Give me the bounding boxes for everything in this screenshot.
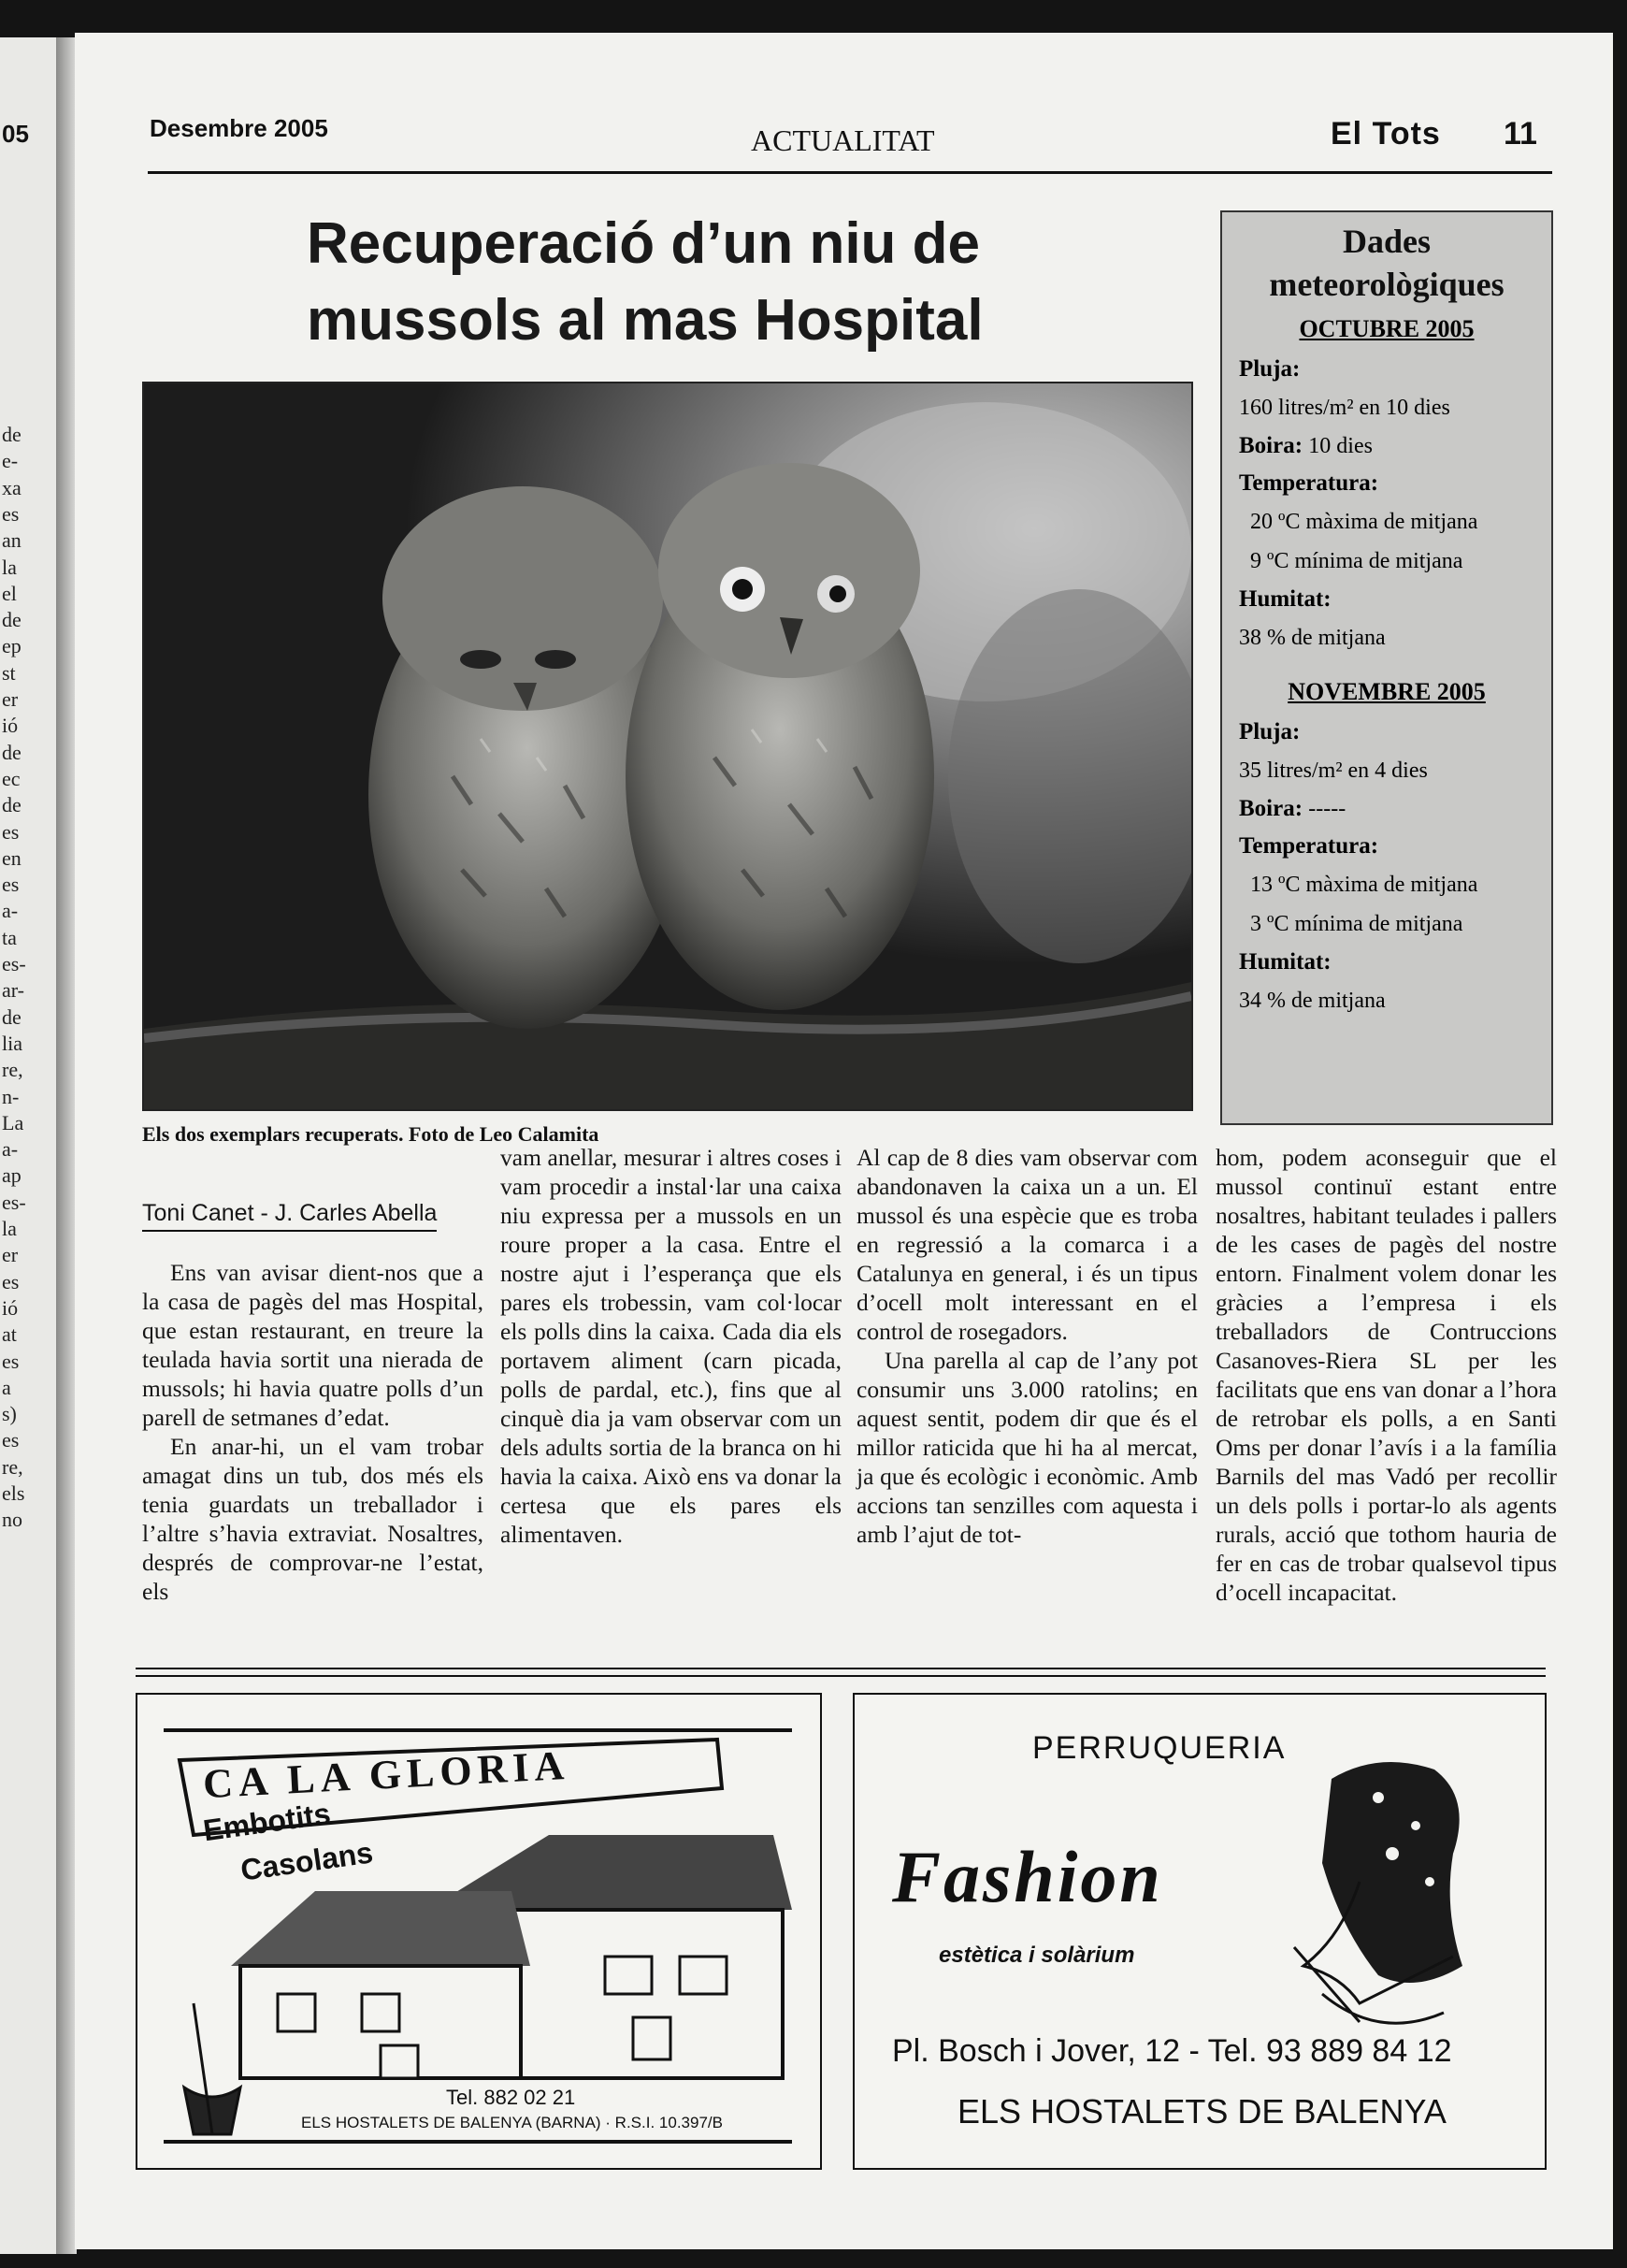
weather-title-line-1: Dades <box>1342 223 1431 260</box>
gloria-embotits: Embotits <box>201 1796 333 1848</box>
facing-page-fragment: ep <box>2 634 22 658</box>
article-column-1 <box>142 1143 483 1606</box>
page-gutter <box>56 37 77 2254</box>
article-paragraph: Al cap de 8 dies vam observar com abandonaven la caixa un a un. El mussol és una espècie que es troba en regressió a la comarca i a Catalunya en general, i és un tipus d’ocell molt interessant en el control de rosegadors. <box>857 1144 1198 1345</box>
fog-label: Boira: <box>1239 433 1303 458</box>
facing-page-fragment: de <box>2 1004 22 1029</box>
facing-page-fragment: at <box>2 1322 17 1347</box>
facing-page-fragment: a- <box>2 899 19 923</box>
fog-row <box>1222 790 1551 828</box>
gloria-casolans: Casolans <box>238 1835 376 1887</box>
article-column-3 <box>857 1143 1198 1549</box>
article-column-4 <box>1216 1143 1557 1607</box>
facing-page-fragment: er <box>2 687 19 711</box>
facing-page-fragment: de <box>2 793 22 817</box>
facing-page-fragment: de <box>2 608 22 632</box>
facing-page-fragment: a <box>2 1375 11 1399</box>
rain-value: 160 litres/m² en 10 dies <box>1239 396 1450 420</box>
facing-page-fragment: lia <box>2 1031 22 1055</box>
header-section: ACTUALITAT <box>751 123 935 157</box>
humidity-label: Humitat: <box>1239 586 1332 612</box>
article-paragraph: Ens van avisar dient-nos que a la casa de pagès del mas Hospital, que estan restaurant, en treure la teulada havia sortit una nierada de mussols; hi havia quatre polls d’un parell de setmanes d’edat. <box>142 1259 483 1431</box>
month-heading: OCTUBRE 2005 <box>1299 315 1475 342</box>
facing-page-fragment: en <box>2 845 22 870</box>
weather-title-line-2: meteorològiques <box>1269 266 1505 303</box>
facing-page-fragment: es <box>2 501 20 526</box>
facing-page-fragment: es <box>2 819 20 844</box>
facing-page-fragment: xa <box>2 475 22 499</box>
facing-page-fragment: ap <box>2 1163 22 1188</box>
facing-page-fragment: re, <box>2 1454 23 1479</box>
weather-title <box>1222 220 1551 306</box>
facing-page-fragment: er <box>2 1243 19 1267</box>
fashion-services: estètica i solàrium <box>939 1943 1135 1968</box>
facing-page-fragment: n- <box>2 1084 20 1108</box>
temp-label: Temperatura: <box>1239 833 1379 859</box>
temp-min: 9 ºC mínima de mitjana <box>1250 549 1463 573</box>
facing-page-fragment: re, <box>2 1058 23 1082</box>
fog-value: 10 dies <box>1308 434 1373 458</box>
header-date: Desembre 2005 <box>150 114 328 142</box>
fashion-address: Pl. Bosch i Jover, 12 - Tel. 93 889 84 12 <box>892 2033 1452 2069</box>
gloria-name: CA LA GLORIA <box>201 1741 571 1808</box>
facing-page-fragment: de <box>2 423 22 446</box>
fashion-name: Fashion <box>892 1836 1163 1917</box>
advertising-rule <box>136 1668 1546 1677</box>
gloria-address: ELS HOSTALETS DE BALENYA (BARNA) · R.S.I. 10.397/B <box>301 2114 723 2131</box>
humidity-value: 38 % de mitjana <box>1239 626 1386 650</box>
fashion-category: PERRUQUERIA <box>1032 1730 1287 1766</box>
rain-label: Pluja: <box>1239 719 1301 744</box>
header-rule <box>148 171 1552 174</box>
temp-max: 20 ºC màxima de mitjana <box>1250 510 1478 534</box>
fog-value: ----- <box>1308 797 1346 821</box>
facing-page-number: 05 <box>2 120 29 148</box>
facing-page-fragment: La <box>2 1110 24 1134</box>
header-page-number: 11 <box>1504 116 1537 152</box>
fog-row <box>1222 427 1551 465</box>
article-title <box>307 206 1073 359</box>
photo-caption: Els dos exemplars recuperats. Foto de Leo Calamita <box>142 1122 599 1146</box>
article-paragraph: vam anellar, mesurar i altres coses i vam procedir a instal·lar una caixa niu expressa per a mussols en un roure proper a la casa. Entre el nostre ajut i l’esperança que els pares els trobessin, vam col·locar els polls dins la caixa. Cada dia els portavem aliment (carn picada, polls de pardal, etc.), fins que al cinquè dia ja vam observar com un dels adults sortia de la branca on hi havia la caixa. Això ens va donar la certesa que els pares els alimentaven. <box>500 1144 842 1548</box>
facing-page-fragment: es <box>2 1428 20 1452</box>
gloria-phone: Tel. 882 02 21 <box>446 2086 576 2109</box>
ad-perruqueria-fashion <box>853 1693 1547 2170</box>
facing-page-fragment: la <box>2 1217 17 1240</box>
facing-page-fragment: es <box>2 873 20 897</box>
article-byline: Toni Canet - J. Carles Abella <box>142 1199 437 1232</box>
title-line-2: mussols al mas Hospital <box>307 288 984 353</box>
fog-label: Boira: <box>1239 796 1303 821</box>
facing-page-fragment: ar- <box>2 978 24 1003</box>
facing-page-fragment: no <box>2 1508 22 1532</box>
article-paragraph: hom, podem aconseguir que el mussol continuï estant entre nosaltres, habitant teulades i pallers de les cases de pagès del nostre entorn. Finalment volem donar les gràcies a l’empresa i els treballadors de Contruccions Casanoves-Riera SL per les facilitats que ens van donar a l’hora de retrobar els polls, a en Santi Oms per donar l’avís i a la família Barnils del mas Vadó per recollir un dels polls i portar-lo als agents rurals, acció que tothom hauria de fer en cas de trobar qualsevol tipus d’ocell incapacitat. <box>1216 1144 1557 1606</box>
article-paragraph: En anar-hi, un el vam trobar amagat dins un tub, dos més els tenia guardats un treballador i l’altre s’havia extraviat. Nosaltres, després de comprovar-ne l’estat, els <box>142 1433 483 1605</box>
temp-min: 3 ºC mínima de mitjana <box>1250 912 1463 936</box>
article-paragraph: Una parella al cap de l’any pot consumir uns 3.000 ratolins; en aquest sentit, podem dir que és el millor raticida que hi ha al mercat, ja que és ecològic i econòmic. Amb accions tan senzilles com aquesta i amb l’ajut de tot- <box>857 1347 1198 1548</box>
facing-page-fragment: es <box>2 1349 20 1373</box>
temp-max: 13 ºC màxima de mitjana <box>1250 873 1478 897</box>
article-column-2 <box>500 1143 842 1549</box>
weather-month-october <box>1222 315 1551 657</box>
humidity-label: Humitat: <box>1239 949 1332 975</box>
facing-page-fragment: els <box>2 1481 25 1505</box>
facing-page-fragment: st <box>2 660 16 685</box>
facing-page-fragment: es <box>2 1269 20 1293</box>
facing-page-fragment: el <box>2 581 17 605</box>
owl-photo <box>142 382 1193 1111</box>
facing-page-fragment: s) <box>2 1402 17 1426</box>
ad-ca-la-gloria <box>136 1693 822 2170</box>
facing-page-fragment: ió <box>2 714 19 738</box>
fashion-town: ELS HOSTALETS DE BALENYA <box>957 2092 1447 2131</box>
facing-page-fragment: e- <box>2 449 19 473</box>
rain-value: 35 litres/m² en 4 dies <box>1239 758 1428 783</box>
facing-page-fragment: de <box>2 740 22 764</box>
facing-page-fragment: a- <box>2 1137 19 1162</box>
owl-photo-image <box>144 383 1191 1109</box>
facing-page-fragment: ec <box>2 766 21 790</box>
header-publication: El Tots <box>1331 116 1441 152</box>
title-line-1: Recuperació d’un niu de <box>307 211 980 276</box>
month-heading: NOVEMBRE 2005 <box>1288 678 1486 705</box>
facing-page-fragment: ta <box>2 925 17 949</box>
facing-page-fragment: an <box>2 528 22 553</box>
facing-page-fragment: la <box>2 555 17 579</box>
humidity-value: 34 % de mitjana <box>1239 989 1386 1013</box>
facing-page-fragment: es- <box>2 1190 26 1214</box>
rain-label: Pluja: <box>1239 356 1301 382</box>
temp-label: Temperatura: <box>1239 470 1379 496</box>
weather-month-november <box>1222 678 1551 1020</box>
weather-sidebar <box>1220 210 1553 1125</box>
facing-page-fragment: ió <box>2 1295 19 1320</box>
facing-page-fragment: es- <box>2 952 26 975</box>
